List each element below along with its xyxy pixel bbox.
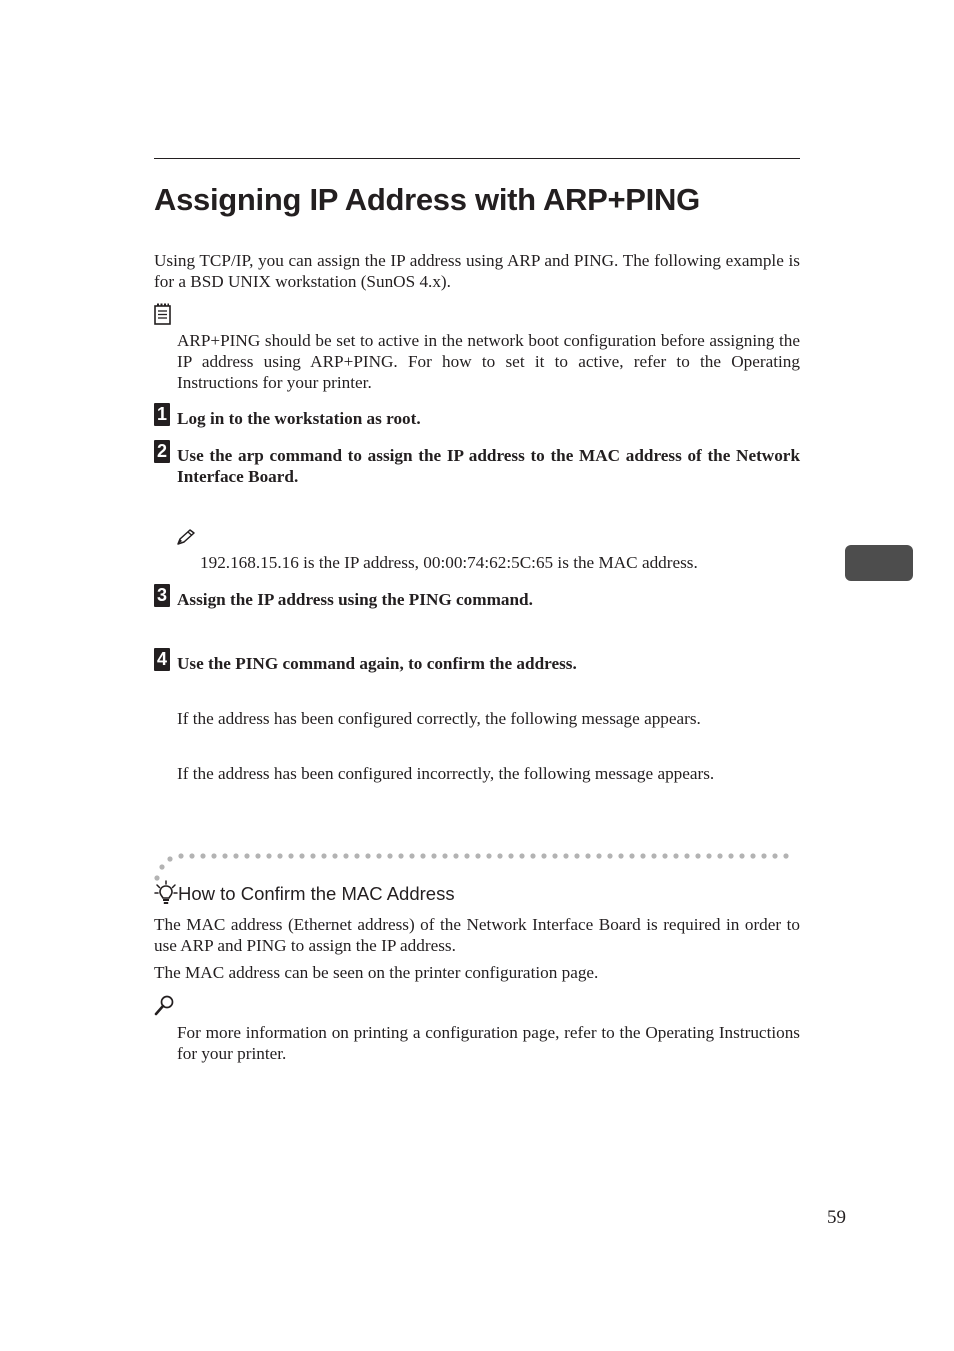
chapter-tab <box>845 545 913 581</box>
tip-bottom-dotted-rule <box>160 1081 800 1087</box>
page-title: Assigning IP Address with ARP+PING <box>154 182 700 217</box>
tip-top-dotted-rule <box>154 852 800 884</box>
step-2-text: Use the arp command to assign the IP address to the MAC address of the Network Interface Board. <box>177 446 800 486</box>
tip-lightbulb-icon <box>154 880 178 906</box>
tip-reference-paragraph: For more information on printing a configuration page, refer to the Operating Instructions for your printer. <box>177 1023 800 1063</box>
note-paragraph: ARP+PING should be set to active in the network boot configuration before assigning the IP address using ARP+PING. For how to set it to active, refer to the Operating Instructions for your printer. <box>177 331 800 392</box>
step-number-3: 3 <box>154 584 170 607</box>
step-number-2: 2 <box>154 440 170 463</box>
header-rule <box>154 158 800 159</box>
page-number: 59 <box>827 1207 846 1228</box>
step-1-text: Log in to the workstation as root. <box>177 409 421 428</box>
step-4-correct-message: If the address has been configured correctly, the following message appears. <box>177 709 701 728</box>
intro-paragraph: Using TCP/IP, you can assign the IP address using ARP and PING. The following example is for a BSD UNIX workstation (SunOS 4.x). <box>154 251 800 291</box>
tip-paragraph-1: The MAC address (Ethernet address) of the Network Interface Board is required in order to use ARP and PING to assign the IP address. <box>154 915 800 955</box>
note-icon <box>154 303 172 325</box>
step-number-1: 1 <box>154 403 170 426</box>
tip-heading: How to Confirm the MAC Address <box>178 883 455 904</box>
step-4-incorrect-message: If the address has been configured incorrectly, the following message appears. <box>177 764 715 783</box>
step-2-note: 192.168.15.16 is the IP address, 00:00:74:62:5C:65 is the MAC address. <box>200 553 698 572</box>
reference-magnifier-icon <box>154 994 176 1016</box>
memo-pencil-icon <box>176 528 196 546</box>
step-4-text: Use the PING command again, to confirm the address. <box>177 654 577 673</box>
step-3-text: Assign the IP address using the PING command. <box>177 590 533 609</box>
step-number-4: 4 <box>154 648 170 671</box>
tip-paragraph-2: The MAC address can be seen on the printer configuration page. <box>154 963 599 982</box>
